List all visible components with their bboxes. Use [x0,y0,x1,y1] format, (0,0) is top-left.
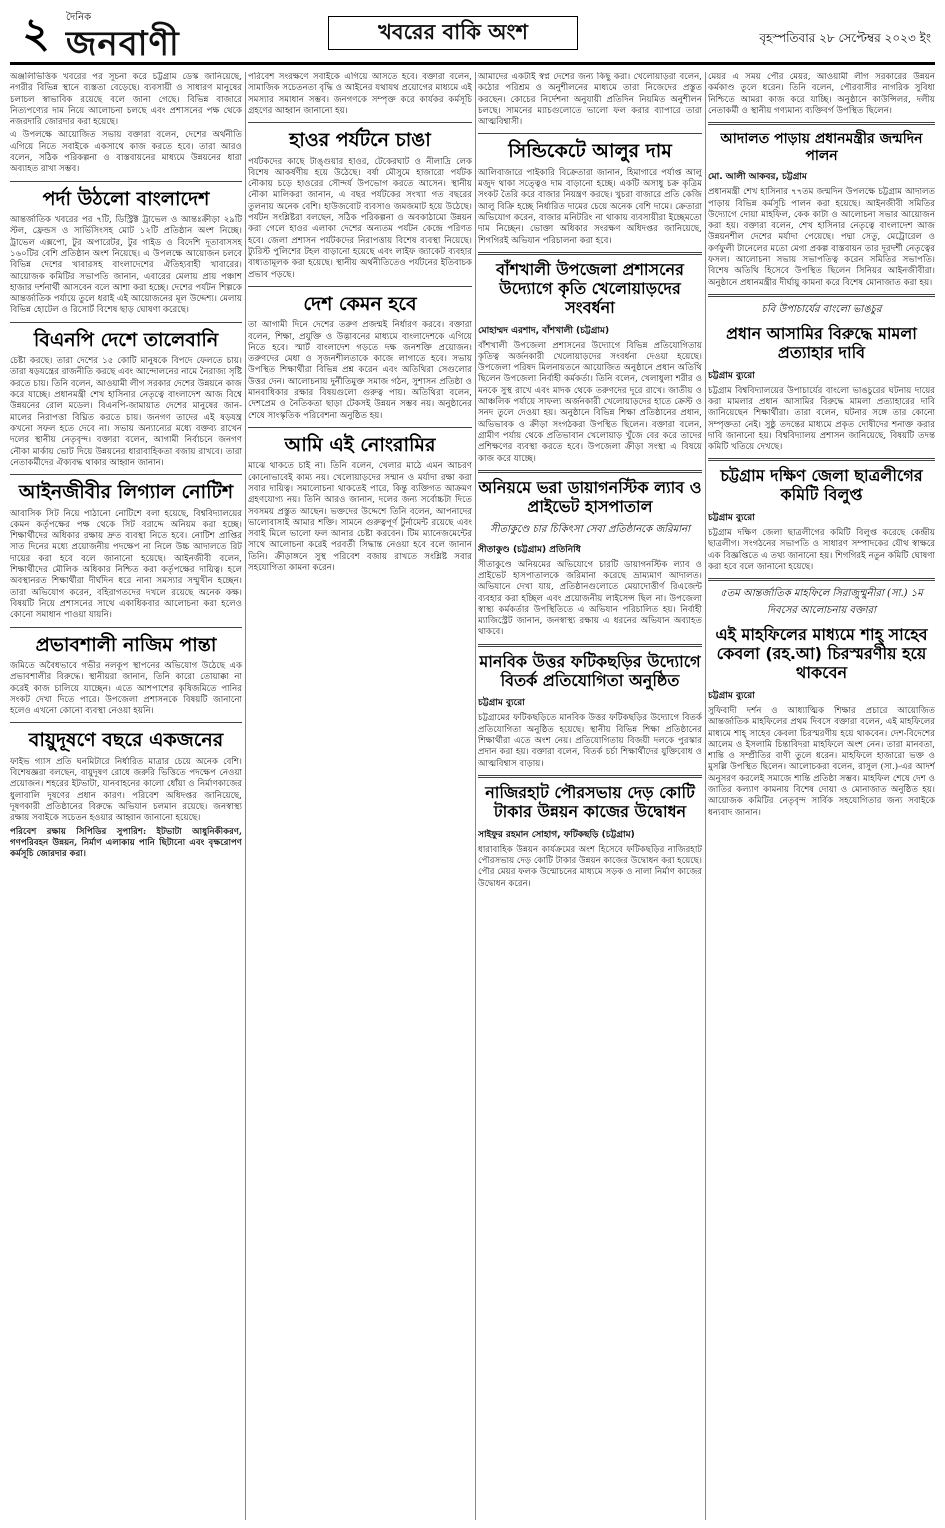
article-continuation [10,72,242,176]
divider [10,722,242,723]
divider [478,133,702,134]
column-2 [248,72,472,1520]
column-divider [245,72,246,1520]
column-4 [708,72,935,1520]
divider [708,122,935,125]
headline: প্রধান আসামির বিরুদ্ধে মামলা প্রত্যাহার দাবি [726,323,917,362]
headline: বাঁশখালী উপজেলা প্রশাসনের উদ্যোগে কৃতি খেলোয়াড়দের সংবর্ধনা [496,259,684,317]
divider [708,578,935,581]
divider [248,122,472,123]
column-divider [705,72,706,1520]
column-1 [10,72,242,1520]
headline: চট্টগ্রাম দক্ষিণ জেলা ছাত্রলীগের কমিটি বিলুপ্ত [720,466,923,505]
divider [478,252,702,255]
divider [10,627,242,628]
headline: আমি এই নোংরামির [284,433,436,456]
article-body: প্রধানমন্ত্রী শেখ হাসিনার ৭৭তম জন্মদিন উপলক্ষে চট্টগ্রাম আদালত পাড়ায় বিভিন্ন কর্মসূচি পালন করা হয়েছে। আইনজীবী সমিতির উদ্যোগে দোয়া মাহফিল, কেক কাটা ও আলোচনা সভার আয়োজন করা হয়। বক্তারা বলেন, শেখ হাসিনার নেতৃত্বে বাংলাদেশ আজ উন্নয়নশীল দেশের মর্যাদা পেয়েছে। পদ্মা সেতু, মেট্রোরেল ও কর্ণফুলী টানেলের মতো মেগা প্রকল্প বাস্তবায়ন তার দূরদর্শী নেতৃত্বের ফসল। আলোচনা সভায় সভাপতিত্ব করেন সমিতির সভাপতি। বিশেষ অতিথি হিসেবে উপস্থিত ছিলেন সিনিয়র আইনজীবীরা। অনুষ্ঠানে প্রধানমন্ত্রীর দীর্ঘায়ু কামনা করে বিশেষ মোনাজাত করা হয়। [708,187,935,288]
headline: হাওর পর্যটনে চাঙা [289,129,431,152]
byline: চট্টগ্রাম ব্যুরো [708,690,755,701]
section-title: খবরের বাকি অংশ [328,16,578,50]
article-body: মাঝে থাকতে চাই না। তিনি বলেন, খেলার মাঠে এমন আচরণ কোনোভাবেই কাম্য নয়। খেলোয়াড়দের সম্মান ও মর্যাদা রক্ষা করা সবার দায়িত্ব। সমালোচনা থাকতেই পারে, কিন্তু ব্যক্তিগত আক্রমণ গ্রহণযোগ্য নয়। তিনি আরও জানান, দলের জন্য সর্বোচ্চটা দিতে সবসময় প্রস্তুত আছেন। ভক্তদের উদ্দেশে তিনি বলেন, আপনাদের ভালোবাসাই আমার শক্তি। সামনে গুরুত্বপূর্ণ টুর্নামেন্ট রয়েছে এবং সবাই মিলে ভালো ফল আনার চেষ্টা করবেন। টিম ম্যানেজমেন্টের সাথে আলোচনা করেই পরবর্তী সিদ্ধান্ত নেওয়া হবে বলে জানান তিনি। ক্রীড়াঙ্গনে সুস্থ পরিবেশ বজায় রাখতে সংশ্লিষ্ট সবার সহযোগিতা কামনা করেন। [248,461,472,574]
headline: বায়ুদূষণে বছরে একজনের [28,729,224,752]
article-continuation: আমাদের একটাই স্বপ্ন দেশের জন্য কিছু করা। খেলোয়াড়রা বলেন, কঠোর পরিশ্রম ও অনুশীলনের মাধ্যমে তারা নিজেদের প্রস্তুত করছেন। কোচের নির্দেশনা অনুযায়ী প্রতিদিন নিয়মিত অনুশীলন চলছে। সামনের ম্যাচগুলোতে ভালো ফল করার ব্যাপারে তারা আত্মবিশ্বাসী। [478,72,702,128]
divider [478,644,702,647]
article-continuation: পরিবেশ সংরক্ষণে সবাইকে এগিয়ে আসতে হবে। বক্তারা বলেন, সামাজিক সচেতনতা বৃদ্ধি ও আইনের যথাযথ প্রয়োগের মাধ্যমে এই সমস্যার সমাধান সম্ভব। জনগণকে সম্পৃক্ত করে কার্যকর কর্মসূচি গ্রহণের আহ্বান জানানো হয়। [248,72,472,116]
article-body: চট্টগ্রাম বিশ্ববিদ্যালয়ের উপাচার্যের বাংলো ভাঙচুরের ঘটনায় দায়ের করা মামলার প্রধান আসামির বিরুদ্ধে মামলা প্রত্যাহারের দাবি জানিয়েছেন শিক্ষার্থীরা। তারা বলেন, ঘটনার সঙ্গে তার কোনো সম্পৃক্ততা নেই। সুষ্ঠু তদন্তের মাধ্যমে প্রকৃত দোষীদের শনাক্ত করার দাবি জানানো হয়। বিশ্ববিদ্যালয় প্রশাসন জানিয়েছে, বিষয়টি তদন্ত কমিটি খতিয়ে দেখছে। [708,385,935,453]
headline: বিএনপি দেশে তালেবানি [33,328,219,351]
page-number: ২ [22,8,50,57]
divider [708,294,935,297]
headline: সিন্ডিকেটে আলুর দাম [508,140,672,163]
article-body: সুফিবাদী দর্শন ও আধ্যাত্মিক শিক্ষার প্রচারে আয়োজিত আন্তর্জাতিক মাহফিলের প্রথম দিবসে বক্তারা বলেন, এই মাহফিলের মাধ্যমে শাহ্ সাহেব কেবলা চিরস্মরণীয় হয়ে থাকবেন। দেশ-বিদেশের আলেম ও ইসলামি চিন্তাবিদরা মাহফিলে অংশ নেন। তারা মানবতা, শান্তি ও সম্প্রীতির বাণী তুলে ধরেন। মাহফিলে হাজারো ভক্ত ও মুসল্লি উপস্থিত ছিলেন। আলোচকরা বলেন, রাসুল (সা.)-এর আদর্শ অনুসরণ করলেই সমাজে শান্তি প্রতিষ্ঠা সম্ভব। মাহফিল শেষে দেশ ও জাতির কল্যাণ কামনায় বিশেষ দোয়া ও মোনাজাত অনুষ্ঠিত হয়। আয়োজক কমিটির নেতৃবৃন্দ সার্বিক সহযোগিতার জন্য সবাইকে ধন্যবাদ জানান। [708,705,935,818]
headline: এই মাহফিলের মাধ্যমে শাহ্ সাহেব কেবলা (রহ.আ) চিরস্মরণীয় হয়ে থাকবেন [715,625,928,683]
logo-text: জনবাণী [66,24,180,64]
article-body: চট্টগ্রামের ফটিকছড়িতে মানবিক উত্তর ফটিকছড়ির উদ্যোগে বিতর্ক প্রতিযোগিতা অনুষ্ঠিত হয়েছে। স্থানীয় বিভিন্ন শিক্ষা প্রতিষ্ঠানের শিক্ষার্থীরা এতে অংশ নেয়। প্রতিযোগিতায় বিজয়ী দলকে পুরস্কার প্রদান করা হয়। বক্তারা বলেন, বিতর্ক চর্চা শিক্ষার্থীদের যুক্তিবোধ ও আত্মবিশ্বাস বাড়ায়। [478,713,702,769]
byline: চট্টগ্রাম ব্যুরো [708,370,755,381]
article-body: পর্যটকদের কাছে টাঙ্গুয়ার হাওর, টেকেরঘাট ও নীলাদ্রি লেক বিশেষ আকর্ষণীয় হয়ে উঠেছে। বর্ষা মৌসুমে হাজারো পর্যটক নৌকায় চড়ে হাওরের সৌন্দর্য উপভোগ করতে আসেন। স্থানীয় নৌকা মালিকরা জানান, এ বছর পর্যটকের সংখ্যা গত বছরের তুলনায় অনেক বেশি। হাউজবোট ব্যবসাও জমজমাট হয়ে উঠেছে। পর্যটন সংশ্লিষ্টরা বলছেন, সঠিক পরিকল্পনা ও অবকাঠামো উন্নয়ন করা গেলে হাওর এলাকা দেশের অন্যতম পর্যটন কেন্দ্রে পরিণত হবে। জেলা প্রশাসন পর্যটকদের নিরাপত্তায় বিশেষ ব্যবস্থা নিয়েছে। ট্যুরিস্ট পুলিশের টহল বাড়ানো হয়েছে এবং লাইফ জ্যাকেট ব্যবহার বাধ্যতামূলক করা হয়েছে। স্থানীয় অর্থনীতিতেও পর্যটনের ইতিবাচক প্রভাব পড়ছে। [248,156,472,280]
article-body: সীতাকুণ্ডে অনিয়মের অভিযোগে চারটি ডায়াগনস্টিক ল্যাব ও প্রাইভেট হাসপাতালকে জরিমানা করেছে ভ্রাম্যমাণ আদালত। অভিযানে দেখা যায়, প্রতিষ্ঠানগুলোতে মেয়াদোত্তীর্ণ রিএজেন্ট ব্যবহার করা হচ্ছিল এবং প্রয়োজনীয় লাইসেন্স ছিল না। উপজেলা স্বাস্থ্য কর্মকর্তার উপস্থিতিতে এ অভিযান পরিচালিত হয়। নির্বাহী ম্যাজিস্ট্রেট জানান, জনস্বাস্থ্য রক্ষায় এ ধরনের অভিযান অব্যাহত থাকবে। [478,559,702,638]
article-body: অঞ্জলিভিত্তিক খবরের পর সূচনা করে চট্টগ্রাম ডেস্ক জানিয়েছে, নগরীর বিভিন্ন স্থানে ব্যস্ততা বেড়েছে। ব্যবসায়ী ও সাধারণ মানুষের চলাচল স্বাভাবিক রয়েছে বলে জানা গেছে। বিভিন্ন বাজারে নিত্যপণ্যের দাম নিয়ে আলোচনা চলছে এবং প্রশাসনের পক্ষ থেকে নজরদারি জোরদার করা হয়েছে। [10,72,242,128]
column-divider [475,72,476,1520]
issue-date: বৃহস্পতিবার ২৮ সেপ্টেম্বর ২০২৩ ইং [759,31,931,45]
divider [10,474,242,475]
article-body: ফাইভ গ্যাস প্রতি ঘনমিটারে নির্ধারিত মাত্রার চেয়ে অনেক বেশি। বিশেষজ্ঞরা বলছেন, বায়ুদূষণ রোধে জরুরি ভিত্তিতে পদক্ষেপ নেওয়া প্রয়োজন। শহরের ইটভাটা, যানবাহনের কালো ধোঁয়া ও নির্মাণকাজের ধুলাবালি দূষণের প্রধান কারণ। পরিবেশ অধিদপ্তর জানিয়েছে, দূষণকারী প্রতিষ্ঠানের বিরুদ্ধে অভিযান চলমান রয়েছে। জনস্বাস্থ্য রক্ষায় সবাইকে সচেতন হওয়ার আহ্বান জানানো হয়েছে। [10,756,242,824]
article-body: আন্তর্জাতিক খবরের পর ৭টি, ডিস্ট্রিক্ট ট্রাভেল ও আন্তঃক্রীড়া ২৯টি স্টল, ফ্রেন্ডস ও সার্ভিসিংসহ মোট ১২টি প্রতিষ্ঠান অংশ নিচ্ছে। ট্রাভেল এক্সপো, টুর অপারেটর, টুর গাইড ও বিদেশি দূতাবাসসহ ১৬০টির বেশি প্রতিষ্ঠান অংশ নিয়েছে। এ উপলক্ষে আয়োজন চলবে বিভিন্ন দেশের খাবারসহ বাংলাদেশের ঐতিহ্যবাহী খাবারের। আয়োজক কমিটির সভাপতি জানান, এবারের মেলায় প্রায় পঞ্চাশ হাজার দর্শনার্থী আসবেন বলে আশা করা হচ্ছে। দেশের পর্যটন শিল্পকে আন্তর্জাতিক পর্যায়ে তুলে ধরাই এই আয়োজনের মূল উদ্দেশ্য। মেলায় বিভিন্ন হোটেল ও রিসোর্ট বিশেষ ছাড় ঘোষণা করেছে। [10,215,242,316]
subheadline: ৫তম আন্তর্জাতিক মাহফিলে সিরাজুম্মুনীরা (সা.) ১ম দিবসের আলোচনায় বক্তারা [720,588,923,617]
headline: মানবিক উত্তর ফটিকছড়ির উদ্যোগে বিতর্ক প্রতিযোগিতা অনুষ্ঠিত [479,651,701,690]
headline: পর্দা উঠলো বাংলাদেশ [42,187,210,210]
byline: সাইফুর রহমান সোহাগ, ফটিকছড়ি (চট্টগ্রাম) [478,829,635,840]
byline: চট্টগ্রাম ব্যুরো [478,698,525,709]
headline: দেশ কেমন হবে [303,292,417,315]
article-body: এ উপলক্ষে আয়োজিত সভায় বক্তারা বলেন, দেশের অর্থনীতি এগিয়ে নিতে সবাইকে একসাথে কাজ করতে হবে। তারা আরও বলেন, সঠিক পরিকল্পনা ও বাস্তবায়নের মাধ্যমে উন্নয়নের ধারা অব্যাহত রাখা সম্ভব। [10,130,242,175]
divider [248,286,472,287]
article-body: তা আগামী দিনে দেশের তরুণ প্রজন্মই নির্ধারণ করবে। বক্তারা বলেন, শিক্ষা, প্রযুক্তি ও উদ্ভাবনের মাধ্যমে বাংলাদেশকে এগিয়ে নিতে হবে। স্মার্ট বাংলাদেশ গড়তে দক্ষ জনশক্তি প্রয়োজন। তরুণদের মেধা ও সৃজনশীলতাকে কাজে লাগাতে হবে। সভায় উপস্থিত শিক্ষার্থীরা বিভিন্ন প্রশ্ন করেন এবং অতিথিরা সেগুলোর উত্তর দেন। আলোচনায় দুর্নীতিমুক্ত সমাজ গঠন, সুশাসন প্রতিষ্ঠা ও মানবাধিকার রক্ষার বিষয়গুলো গুরুত্ব পায়। অতিথিরা বলেন, দেশপ্রেম ও নৈতিকতা ছাড়া টেকসই উন্নয়ন সম্ভব নয়। অনুষ্ঠানের শেষে সাংস্কৃতিক পরিবেশনা অনুষ্ঠিত হয়। [248,320,472,421]
article-body: ধারাবাহিক উন্নয়ন কার্যক্রমের অংশ হিসেবে ফটিকছড়ির নাজিরহাট পৌরসভায় দেড় কোটি টাকার উন্নয়ন কাজের উদ্বোধন করা হয়েছে। পৌর মেয়র ফলক উন্মোচনের মাধ্যমে সড়ক ও নালা নির্মাণ কাজের উদ্বোধন করেন। [478,844,702,889]
byline: চট্টগ্রাম ব্যুরো [708,513,755,524]
article-body: চট্টগ্রাম দক্ষিণ জেলা ছাত্রলীগের কমিটি বিলুপ্ত করেছে কেন্দ্রীয় ছাত্রলীগ। সংগঠনের সভাপতি ও সাধারণ সম্পাদকের যৌথ স্বাক্ষরে এক বিজ্ঞপ্তিতে এ তথ্য জানানো হয়। শিগগিরই নতুন কমিটি ঘোষণা করা হবে বলে জানানো হয়েছে। [708,528,935,573]
article-body [10,757,242,861]
article-body: জমিতে অবৈধভাবে গভীর নলকূপ স্থাপনের অভিযোগ উঠেছে এক প্রভাবশালীর বিরুদ্ধে। স্থানীয়রা জানান, তিনি কারো তোয়াক্কা না করেই কাজ চালিয়ে যাচ্ছেন। এতে আশপাশের কৃষিজমিতে পানির সংকট দেখা দিতে পারে। উপজেলা প্রশাসনকে বিষয়টি জানানো হলেও এখনো কোনো ব্যবস্থা নেওয়া হয়নি। [10,660,242,717]
masthead [10,8,935,64]
column-3 [478,72,702,1520]
article-subsection: পরিবেশ রক্ষায় সিপিডির সুপারিশ: ইটভাটা আধুনিকীকরণ, গণপরিবহন উন্নয়ন, নির্মাণ এলাকায় পানি ছিটানো এবং বৃক্ষরোপণ কর্মসূচি জোরদার করা। [10,826,242,860]
divider [478,470,702,473]
byline: মো. আলী আকবর, চট্টগ্রাম [708,172,807,183]
masthead-divider [10,62,935,65]
divider [10,322,242,323]
newspaper-logo [64,10,248,64]
article-body: বাঁশখালী উপজেলা প্রশাসনের উদ্যোগে বিভিন্ন প্রতিযোগিতায় কৃতিত্ব অর্জনকারী খেলোয়াড়দের সংবর্ধনা দেওয়া হয়েছে। উপজেলা পরিষদ মিলনায়তনে আয়োজিত অনুষ্ঠানে প্রধান অতিথি ছিলেন উপজেলা নির্বাহী কর্মকর্তা। তিনি বলেন, খেলাধুলা শরীর ও মনকে সুস্থ রাখে এবং মাদক থেকে তরুণদের দূরে রাখে। জাতীয় ও আঞ্চলিক পর্যায়ে সাফল্য অর্জনকারী খেলোয়াড়দের হাতে ক্রেস্ট ও সনদ তুলে দেওয়া হয়। অনুষ্ঠানে বিভিন্ন শিক্ষা প্রতিষ্ঠানের প্রধান, অভিভাবক ও ক্রীড়া সংগঠকরা উপস্থিত ছিলেন। বক্তারা বলেন, গ্রামীণ পর্যায় থেকে প্রতিভাবান খেলোয়াড় খুঁজে বের করে তাদের প্রশিক্ষণের ব্যবস্থা করতে হবে। উপজেলা ক্রীড়া সংস্থা এ বিষয়ে কাজ করে যাচ্ছে। [478,340,702,464]
headline: নাজিরহাট পৌরসভায় দেড় কোটি টাকার উন্নয়ন কাজের উদ্বোধন [485,782,695,821]
byline: সীতাকুণ্ড (চট্টগ্রাম) প্রতিনিধি [478,544,581,555]
headline: অনিয়মে ভরা ডায়াগনস্টিক ল্যাব ও প্রাইভেট হাসপাতাল [478,477,702,516]
divider [478,775,702,778]
headline: আইনজীবীর লিগ্যাল নোটিশ [18,481,234,504]
divider [10,181,242,182]
divider [248,427,472,428]
subheadline: সীতাকুণ্ডে চার চিকিৎসা সেবা প্রতিষ্ঠানকে জরিমানা [489,523,690,535]
article-body: আলিবাজারে পাইকারি বিক্রেতারা জানান, হিমাগারে পর্যাপ্ত আলু মজুদ থাকা সত্ত্বেও দাম বাড়ানো হচ্ছে। একটি অসাধু চক্র কৃত্রিম সংকট তৈরি করে বাজার নিয়ন্ত্রণ করছে। খুচরা বাজারে প্রতি কেজি আলু বিক্রি হচ্ছে নির্ধারিত দামের চেয়ে অনেক বেশি দামে। ক্রেতারা অভিযোগ করেন, বাজার মনিটরিং না থাকায় ব্যবসায়ীরা ইচ্ছেমতো দাম নিচ্ছেন। ভোক্তা অধিকার সংরক্ষণ অধিদপ্তর জানিয়েছে, শিগগিরই অভিযান পরিচালনা করা হবে। [478,167,702,246]
article-continuation: মেয়র এ সময় পৌর মেয়র, আওয়ামী লীগ সরকারের উন্নয়ন কর্মকাণ্ড তুলে ধরেন। তিনি বলেন, পৌরবাসীর নাগরিক সুবিধা নিশ্চিতে আমরা কাজ করে যাচ্ছি। অনুষ্ঠানে কাউন্সিলর, দলীয় নেতাকর্মী ও স্থানীয় গণ্যমান্য ব্যক্তিবর্গ উপস্থিত ছিলেন। [708,72,935,116]
byline: মোহাম্মদ এরশাদ, বাঁশখালী (চট্টগ্রাম) [478,325,610,336]
headline: আদালত পাড়ায় প্রধানমন্ত্রীর জন্মদিন পালন [720,131,923,164]
divider [708,458,935,461]
logo-prefix: দৈনিক [66,12,92,23]
article-body: চেষ্টা করছে। তারা দেশের ১৫ কোটি মানুষকে বিপদে ফেলতে চায়। তারা ষড়যন্ত্রের রাজনীতি করছে এবং আন্দোলনের নামে নৈরাজ্য সৃষ্টি করতে চায়। তিনি বলেন, আওয়ামী লীগ সরকার দেশের উন্নয়নে কাজ করে যাচ্ছে। প্রধানমন্ত্রী শেখ হাসিনার নেতৃত্বে বাংলাদেশ আজ বিশ্বে উন্নয়নের রোল মডেল। বিএনপি-জামায়াত দেশের মানুষের জান-মালের নিরাপত্তা বিঘ্নিত করতে চায়। জনগণ তাদের এই ষড়যন্ত্র কখনো সফল হতে দেবে না। সভায় অন্যান্যের মধ্যে বক্তব্য রাখেন দলের স্থানীয় নেতৃবৃন্দ। বক্তারা বলেন, আগামী নির্বাচনে জনগণ নৌকা মার্কায় ভোট দিয়ে উন্নয়নের ধারাবাহিকতা বজায় রাখবে। তারা নেতাকর্মীদের ঐক্যবদ্ধ থাকার আহ্বান জানান। [10,356,242,468]
headline: প্রভাবশালী নাজিম পান্তা [35,633,217,656]
article-body: আবাসিক সিট নিয়ে পাঠানো নোটিশে বলা হয়েছে, বিশ্ববিদ্যালয়ের কেমন কর্তৃপক্ষের পক্ষ থেকে সিট বরাদ্দে অনিয়ম করা হচ্ছে। শিক্ষার্থীদের অধিকার রক্ষায় দ্রুত ব্যবস্থা নিতে হবে। নোটিশ প্রাপ্তির সাত দিনের মধ্যে প্রয়োজনীয় পদক্ষেপ না নিলে উচ্চ আদালতে রিট দায়ের করা হবে বলে জানানো হয়েছে। আইনজীবী বলেন, শিক্ষার্থীদের মৌলিক অধিকার নিশ্চিত করা কর্তৃপক্ষের দায়িত্ব। হলে অবস্থানরত শিক্ষার্থীরা দীর্ঘদিন ধরে নানা সমস্যার সম্মুখীন হচ্ছেন। তারা অভিযোগ করেন, বহিরাগতদের দখলে রয়েছে অনেক কক্ষ। বিষয়টি নিয়ে প্রশাসনের সাথে একাধিকবার আলোচনা করা হলেও কোনো সমাধান পাওয়া যায়নি। [10,508,242,621]
subheadline: চবি উপাচার্যের বাংলো ভাঙচুর [761,303,882,315]
